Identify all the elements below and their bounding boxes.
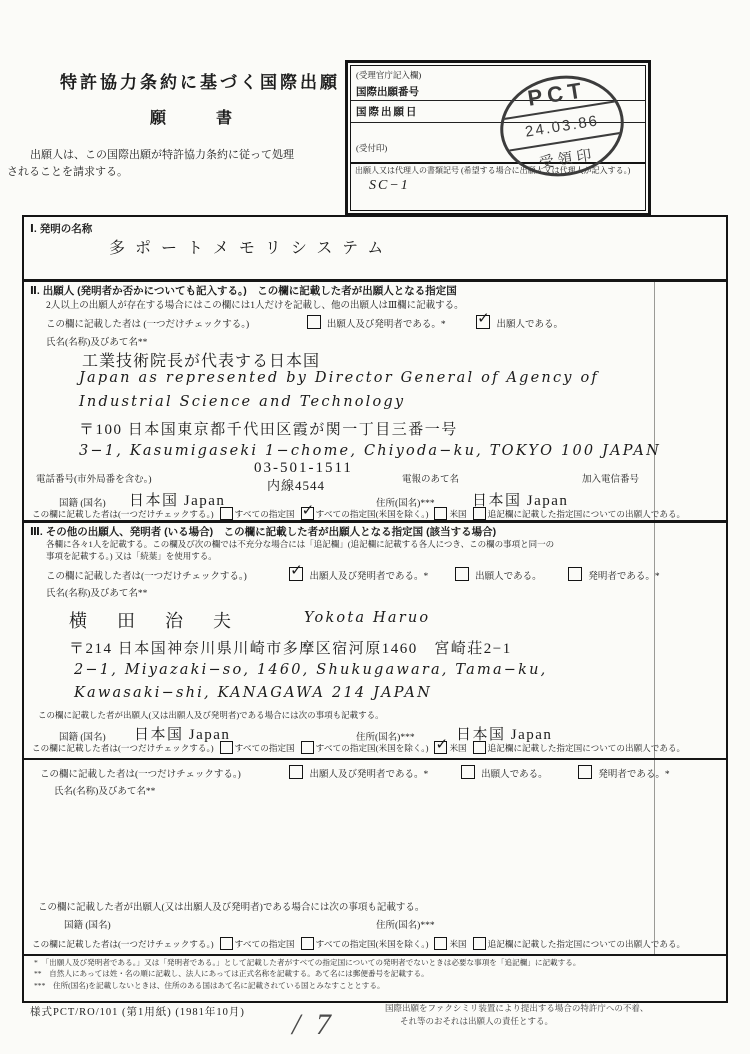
section3-address-ja: 〒214 日本国神奈川県川崎市多摩区宿河原1460 宮崎荘2−1: [69, 641, 512, 657]
footnotes-block: [24, 954, 726, 1001]
section2-applicant-name-en1: Japan as represented by Director General of Agency of: [79, 370, 599, 386]
intl-filing-date-label: 国際出願日: [356, 107, 419, 118]
stamp-pct-text: PCT: [525, 76, 589, 111]
section4-name-label: 氏名(名称)及びあて名**: [54, 787, 156, 797]
section4-cb-us[interactable]: [434, 937, 447, 950]
section2-cb-supplemental[interactable]: [473, 507, 486, 520]
section2-cb-us[interactable]: [434, 507, 447, 520]
section2-phone-label: 電話番号(市外局番を含む。): [36, 475, 152, 485]
request-statement-line2: されることを請求する。: [7, 166, 128, 178]
section1-label: Ⅰ. 発明の名称: [30, 223, 93, 235]
intl-application-number-label: 国際出願番号: [356, 87, 419, 98]
checkbox-applicant-and-inventor-label: 出願人及び発明者である。*: [326, 320, 446, 330]
section4-designation-row: [32, 937, 685, 950]
section3-header: Ⅲ. その他の出願人、発明者 (いる場合) この欄に記載した者が出願人となる指定国 (該当する場合): [30, 526, 497, 538]
section2-cb-us-label: 米国: [449, 508, 467, 519]
section4-cb-supplemental-label: 追記欄に記載した指定国についての出願人である。: [487, 938, 686, 949]
checkbox-applicant[interactable]: ✓: [477, 309, 490, 327]
section4-nationality-label: 国籍 (国名): [64, 921, 111, 931]
footnote-2: ** 自然人にあっては姓・名の順に記載し、法人にあっては正式名称を記載する。あて名には郵便番号を記載する。: [34, 969, 429, 979]
checkbox-applicant-and-inventor[interactable]: [307, 315, 321, 329]
section3-checkbox-applicant-and-inventor[interactable]: ✓: [290, 561, 303, 579]
section3-checkbox-inventor-label: 発明者である。*: [588, 572, 660, 582]
section3-checkbox-applicant-and-inventor-label: 出願人及び発明者である。*: [309, 572, 429, 582]
section2-telegram-label: 電報のあて名: [402, 475, 460, 485]
section3-address-en1: 2−1, Miyazaki−so, 1460, Shukugawara, Tama−ku,: [74, 662, 548, 678]
section2-nationality-value: 日本国 Japan: [129, 493, 226, 509]
section3-designation-prompt: この欄に記載した者は(一つだけチェックする。): [32, 742, 214, 753]
section3-nationality-value: 日本国 Japan: [134, 727, 231, 743]
checkbox-applicant-label: 出願人である。: [496, 320, 563, 330]
section2-phone-ext: 内線4544: [267, 478, 326, 493]
separator-1-2: [24, 279, 726, 282]
fax-note-line1: 国際出願をファクシミリ装置により提出する場合の特許庁への不着、: [385, 1003, 649, 1013]
stamp-date-text: 24.03.86: [501, 100, 623, 152]
section2-address-en: 3−1, Kasumigaseki 1−chome, Chiyoda−ku, TOKYO 100 JAPAN: [79, 443, 661, 459]
office-fill-in-label: (受理官庁記入欄): [356, 70, 422, 80]
section2-note: 2人以上の出願人が存在する場合にはこの欄には1人だけを記載し、他の出願人はⅢ欄に記載する。: [46, 301, 464, 311]
section4-checkbox-applicant[interactable]: [461, 765, 475, 779]
section2-check-prompt: この欄に記載した者は (一つだけチェックする。): [46, 320, 250, 330]
section3-cb-all-states-label: すべての指定国: [234, 742, 295, 753]
section3-cb-us[interactable]: ✓: [435, 735, 449, 753]
section3-cb-all-except-us-label: すべての指定国(米国を除く。): [315, 742, 429, 753]
section4-check-prompt: この欄に記載した者は(一つだけチェックする。): [40, 770, 241, 780]
section2-telex-label: 加入電信番号: [582, 475, 640, 485]
section4-designation-prompt: この欄に記載した者は(一つだけチェックする。): [32, 938, 214, 949]
section4-cb-supplemental[interactable]: [473, 937, 486, 950]
invention-title-value: 多ポートメモリシステム: [109, 240, 394, 257]
section3-checkbox-applicant[interactable]: [455, 567, 469, 581]
section3-inventor-name-ja: 横 田 治 夫: [69, 611, 237, 631]
handwritten-page-mark: / 7: [292, 1008, 335, 1041]
separator-2-3: [24, 520, 726, 523]
docket-area: [351, 162, 645, 210]
stamp-received-seal-text: 受領印: [537, 145, 597, 172]
main-form-box: [22, 215, 728, 1003]
request-statement-line1: 出願人は、この国際出願が特許協力条約に従って処理: [30, 149, 294, 161]
section2-cb-all-except-us[interactable]: ✓: [301, 501, 315, 519]
section4-cb-all-except-us[interactable]: [301, 937, 314, 950]
section4-cb-all-states[interactable]: [220, 937, 233, 950]
section4-residence-label: 住所(国名)***: [376, 921, 435, 931]
form-title: 特許協力条約に基づく国際出願: [60, 73, 340, 92]
section3-name-label: 氏名(名称)及びあて名**: [46, 589, 148, 599]
section3-cb-all-states[interactable]: [220, 741, 233, 754]
footnote-3: *** 住所(国名)を記載しないときは、住所のある国はあて名に記載されている国とみなすこととする。: [34, 980, 385, 990]
section4-checkbox-inventor[interactable]: [578, 765, 592, 779]
section4-cb-all-states-label: すべての指定国: [234, 938, 295, 949]
section2-header: Ⅱ. 出願人 (発明者か否かについても記入する。) この欄に記載した者が出願人となる指定国: [30, 285, 457, 297]
section2-cb-all-states[interactable]: [220, 507, 233, 520]
section2-residence-label: 住所(国名)***: [376, 499, 435, 509]
section3-cb-us-label: 米国: [449, 742, 467, 753]
section4-checkbox-applicant-label: 出願人である。: [481, 770, 548, 780]
section3-checkbox-applicant-label: 出願人である。: [475, 572, 542, 582]
section2-nationality-label: 国籍 (国名): [59, 499, 106, 509]
section3-note2: 事項を記載する。) 又は「続葉」を使用する。: [46, 551, 217, 561]
section2-cb-all-states-label: すべての指定国: [234, 508, 295, 519]
form-subtitle: 願 書: [150, 110, 239, 127]
section3-address-en2: Kawasaki−shi, KANAGAWA 214 JAPAN: [74, 685, 432, 701]
section2-cb-supplemental-label: 追記欄に記載した指定国についての出願人である。: [487, 508, 686, 519]
separator-3-4: [24, 758, 726, 760]
section2-name-label: 氏名(名称)及びあて名**: [46, 338, 148, 348]
footnote-1: * 「出願人及び発明者である。」又は「発明者である。」として記載した者がすべての指定国についての発明者でないときは必要な事項を「追記欄」に記載する。: [34, 958, 581, 967]
section2-applicant-name-en2: Industrial Science and Technology: [79, 394, 406, 410]
section2-residence-value: 日本国 Japan: [472, 493, 569, 509]
section2-phone-value: 03-501-1511: [254, 460, 353, 476]
scan-fold-line: [654, 279, 655, 954]
section2-address-ja: 〒100 日本国東京都千代田区霞が関一丁目三番一号: [79, 422, 458, 438]
section2-check-row: [46, 309, 563, 330]
section3-inventor-name-en: Yokota Haruo: [304, 610, 431, 626]
section3-residence-label: 住所(国名)***: [356, 733, 415, 743]
section4-applicant-note: この欄に記載した者が出願人(又は出願人及び発明者)である場合には次の事項も記載する。: [38, 903, 425, 913]
section3-check-prompt: この欄に記載した者は(一つだけチェックする。): [46, 572, 247, 582]
section4-check-row: [40, 765, 670, 780]
section2-applicant-name-ja: 工業技術院長が代表する日本国: [82, 353, 321, 370]
section3-checkbox-inventor[interactable]: [568, 567, 582, 581]
section2-cb-all-except-us-label: すべての指定国(米国を除く。): [315, 508, 429, 519]
fax-note-line2: それ等のおそれは出願人の責任とする。: [400, 1016, 554, 1026]
section3-note1: 各欄に各々1人を記載する。この欄及び次の欄では不充分な場合には「追記欄」(追記欄に記載する各人につき、この欄の事項と同一の: [46, 539, 555, 549]
section2-designation-prompt: この欄に記載した者は(一つだけチェックする。): [32, 508, 214, 519]
receipt-stamp-label: (受付印): [356, 143, 388, 153]
form-number: 様式PCT/RO/101 (第1用紙) (1981年10月): [30, 1007, 245, 1018]
section4-cb-us-label: 米国: [449, 938, 467, 949]
section3-cb-supplemental[interactable]: [473, 741, 486, 754]
section3-cb-supplemental-label: 追記欄に記載した指定国についての出願人である。: [487, 742, 686, 753]
section4-checkbox-applicant-and-inventor[interactable]: [289, 765, 303, 779]
section4-checkbox-applicant-and-inventor-label: 出願人及び発明者である。*: [309, 770, 429, 780]
section3-residence-value: 日本国 Japan: [456, 727, 553, 743]
section3-check-row: [46, 561, 660, 582]
docket-label: 出願人又は代理人の書類記号 (希望する場合に出願人又は代理人が記入する。): [355, 166, 631, 175]
section3-nationality-label: 国籍 (国名): [59, 733, 106, 743]
section3-applicant-note: この欄に記載した者が出願人(又は出願人及び発明者)である場合には次の事項も記載する。: [38, 710, 384, 720]
section4-cb-all-except-us-label: すべての指定国(米国を除く。): [315, 938, 429, 949]
docket-value: SC−1: [369, 177, 410, 193]
section3-cb-all-except-us[interactable]: [301, 741, 314, 754]
section4-checkbox-inventor-label: 発明者である。*: [598, 770, 670, 780]
